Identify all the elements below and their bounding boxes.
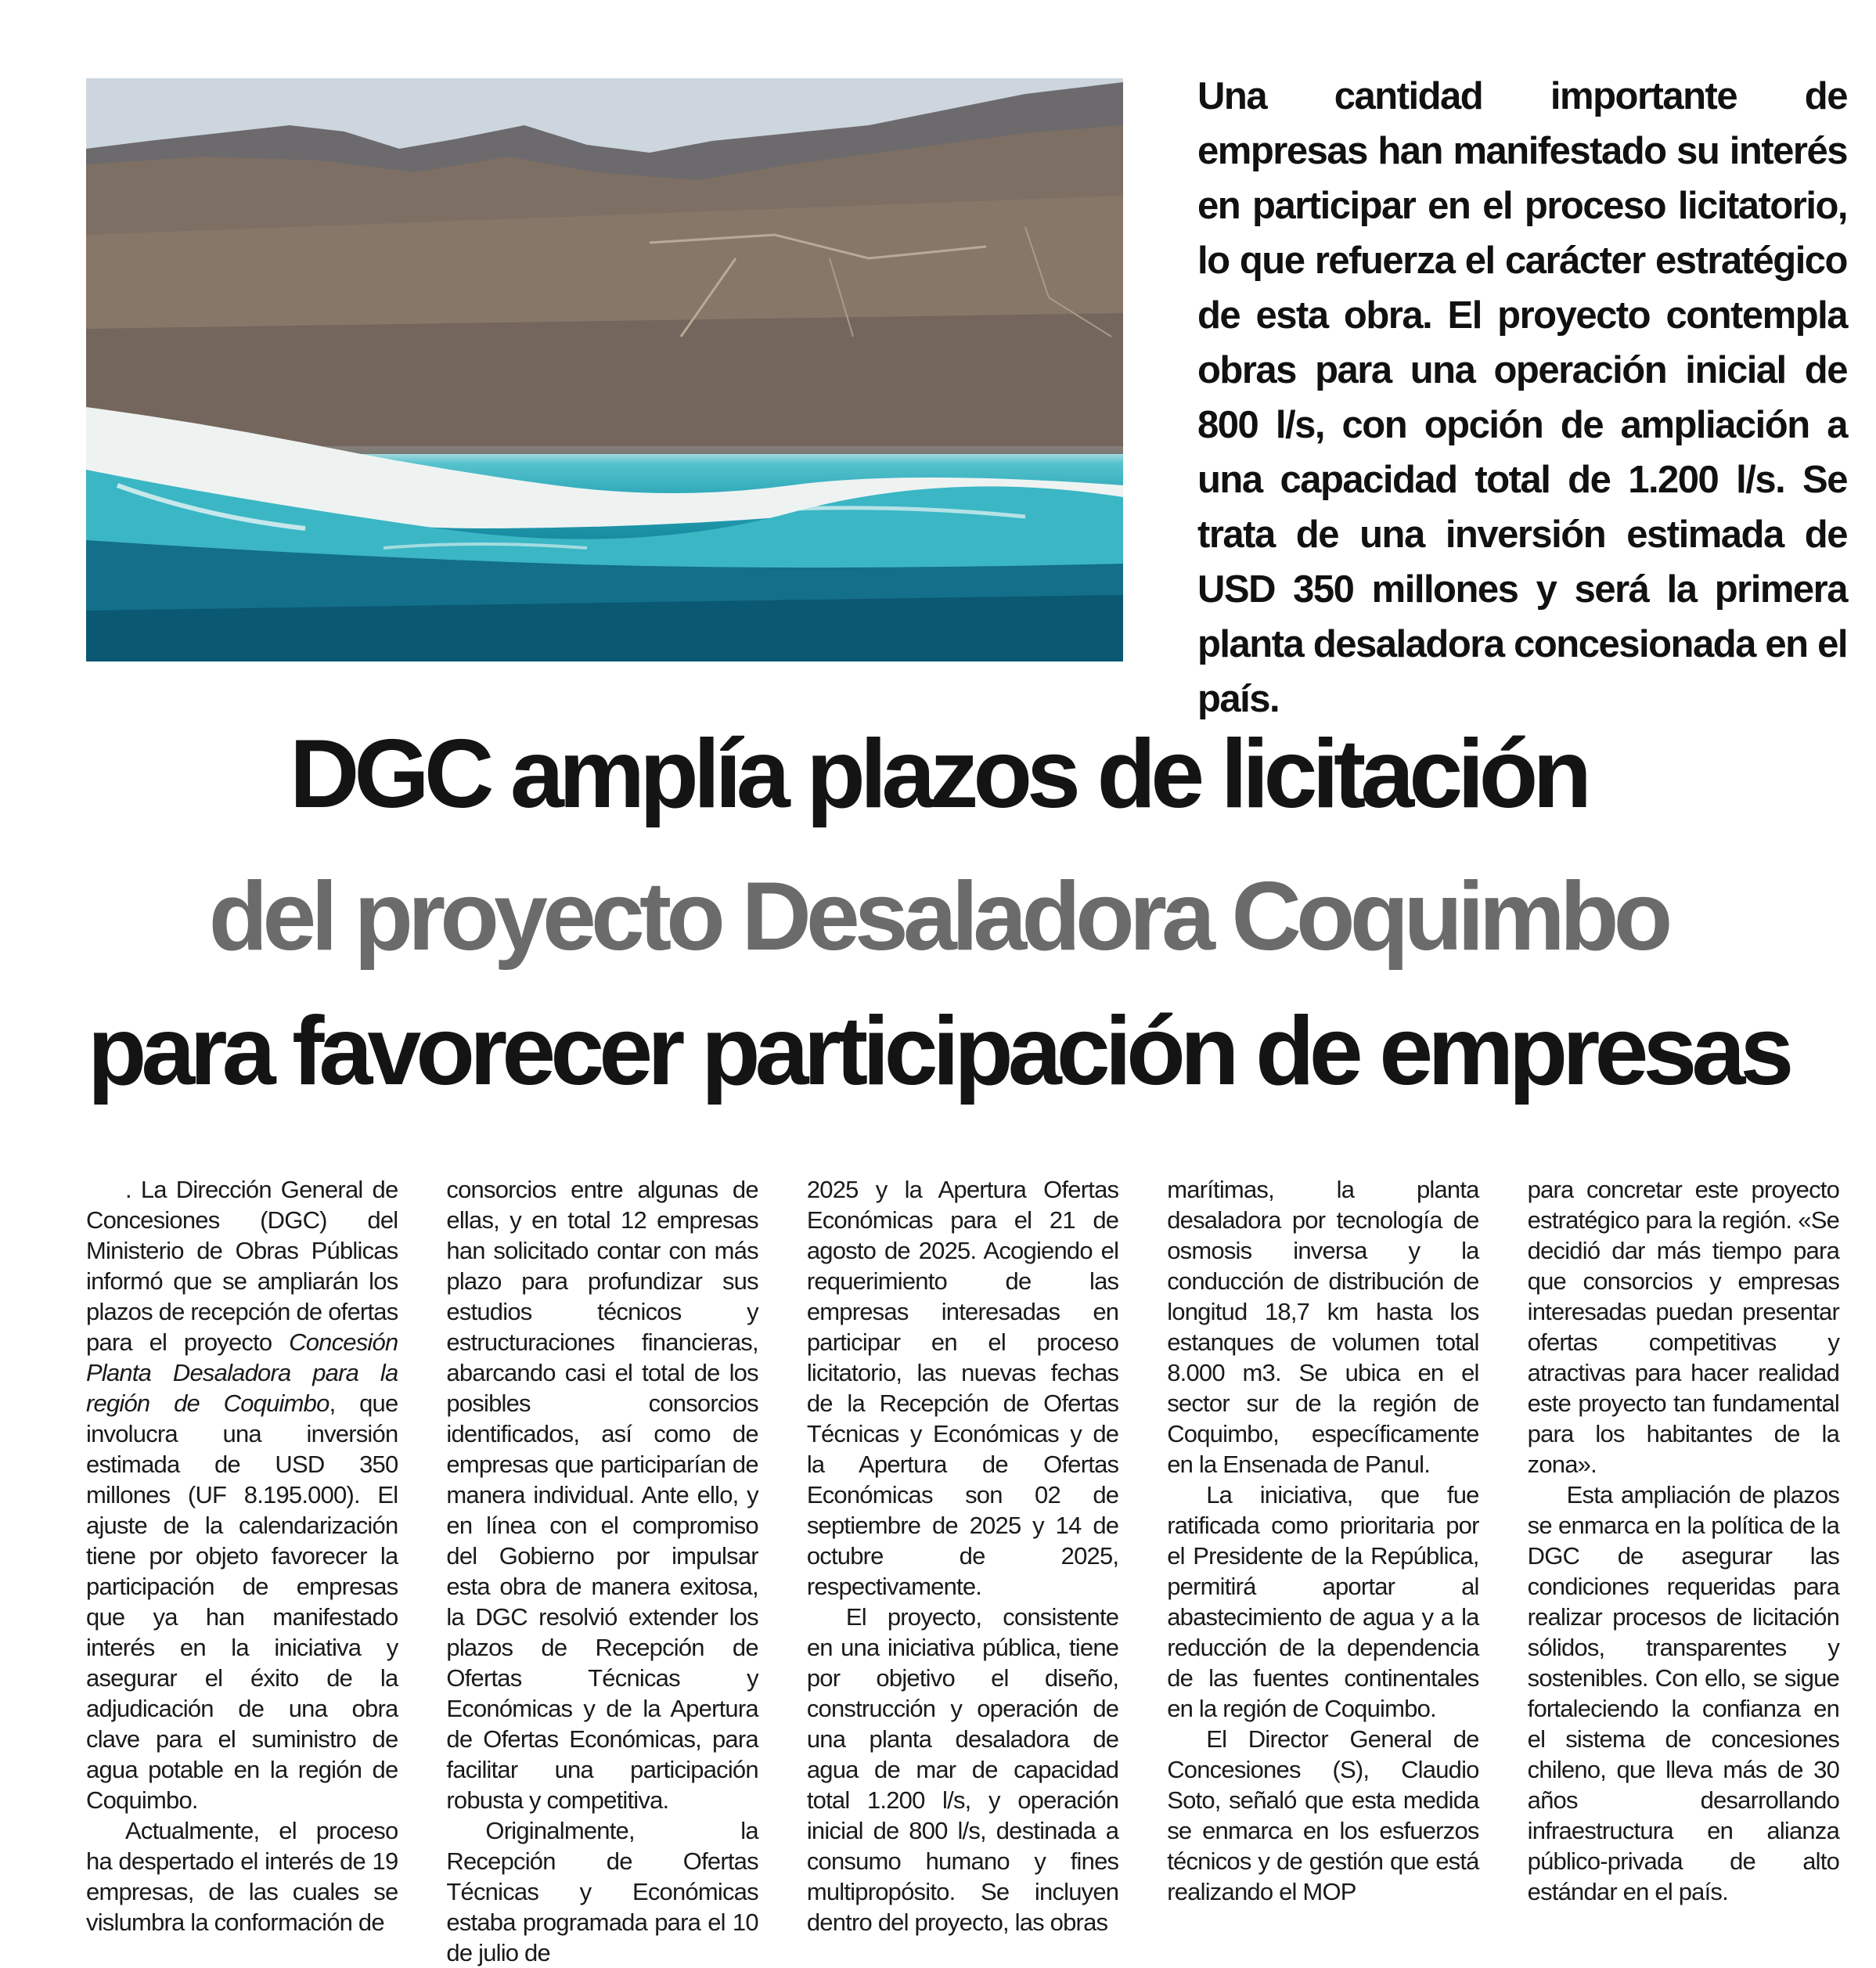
paragraph: para concretar este proyecto estratégico para la región. «Se decidió dar más tiempo para que consorcios y empresas interesadas puedan presentar ofertas competitivas y atractivas para hacer realidad este proyecto tan fundamental para los habitantes de la zona». xyxy=(1527,1176,1840,1478)
article-column-5 xyxy=(1528,1174,1839,1926)
article-column-3 xyxy=(806,1174,1119,1936)
paragraph: marítimas, la planta desaladora por tecnología de osmosis inversa y la conducción de distribución de longitud 18,7 km hasta los estanques de volumen total 8.000 m3. Se ubica en el sector sur de la región de Coquimbo, específicamente en la Ensenada de Panul. xyxy=(1167,1176,1479,1478)
article-body xyxy=(86,1174,1840,1966)
article-column-2 xyxy=(446,1174,758,1966)
headline-line-3: para favorecer participación de empresas xyxy=(87,997,1789,1105)
paragraph: consorcios entre algunas de ellas, y en total 12 empresas han solicitado contar con más plazo para profundizar sus estudios técnicos y estructuraciones financieras, abarcando casi el total de los posibles consorcios identificados, así como de empresas que participarían de manera individual. Ante ello, y en línea con el compromiso del Gobierno por impulsar esta obra de manera exitosa, la DGC resolvió extender los plazos de Recepción de Ofertas Técnicas y Económicas y de la Apertura de Ofertas Económicas, para facilitar una participación robusta y competitiva. xyxy=(446,1176,758,1814)
paragraph: El proyecto, consistente en una iniciativa pública, tiene por objetivo el diseño, construcción y operación de una planta desaladora de agua de mar de capacidad total 1.200 l/s, y operación inicial de 800 l/s, destinada a consumo humano y fines multipropósito. Se incluyen dentro del proyecto, las obras xyxy=(806,1603,1119,1936)
article-column-4 xyxy=(1167,1174,1478,1926)
paragraph: El Director General de Concesiones (S), Claudio Soto, señaló que esta medida se enmarca en los esfuerzos técnicos y de gestión que está realizando el MOP xyxy=(1167,1725,1479,1905)
paragraph: Esta ampliación de plazos se enmarca en la política de la DGC de asegurar las condiciones requeridas para realizar procesos de licitación sólidos, transparentes y sostenibles. Con ello, se sigue fortaleciendo la confianza en el sistema de concesiones chileno, que lleva más de 30 años desarrollando infraestructura en alianza público-privada de alto estándar en el país. xyxy=(1527,1481,1840,1905)
project-name-italic: Concesión Planta Desaladora para la región de Coquimbo xyxy=(86,1328,398,1417)
paragraph: La iniciativa, que fue ratificada como prioritaria por el Presidente de la República, permitirá aportar al abastecimiento de agua y a la reducción de la dependencia de las fuentes continentales en la región de Coquimbo. xyxy=(1167,1481,1479,1722)
pull-quote: Una cantidad importante de empresas han manifestado su interés en participar en el proceso licitatorio, lo que refuerza el carácter estratégico de esta obra. El proyecto contempla obras para una operación inicial de 800 l/s, con opción de ampliación a una capacidad total de 1.200 l/s. Se trata de una inversión estimada de USD 350 millones y será la primera planta desaladora concesionada en el país. xyxy=(1197,75,1847,720)
coastline-aerial-photo xyxy=(86,78,1123,661)
article-column-1 xyxy=(86,1174,398,1936)
paragraph: Actualmente, el proceso ha despertado el interés de 19 empresas, de las cuales se vislumbra la conformación de xyxy=(86,1817,398,1936)
coastline-illustration xyxy=(86,78,1123,661)
text-run: , que involucra una inversión estimada de USD 350 millones (UF 8.195.000). El ajuste de la calendarización tiene por objeto favorecer la participación de empresas que ya han manifestado interés en la iniciativa y asegurar el éxito de la adjudicación de una obra clave para el suministro de agua potable en la región de Coquimbo. xyxy=(86,1389,398,1814)
paragraph: Originalmente, la Recepción de Ofertas Técnicas y Económicas estaba programada para el 10 de julio de xyxy=(446,1817,758,1966)
paragraph: 2025 y la Apertura Ofertas Económicas para el 21 de agosto de 2025. Acogiendo el requerimiento de las empresas interesadas en participar en el proceso licitatorio, las nuevas fechas de la Recepción de Ofertas Técnicas y Económicas y de la Apertura de Ofertas Económicas son 02 de septiembre de 2025 y 14 de octubre de 2025, respectivamente. xyxy=(806,1176,1119,1600)
text-run: . La Dirección General de Concesiones (DGC) del Ministerio de Obras Públicas informó que se ampliarán los plazos de recepción de ofertas para el proyecto xyxy=(86,1176,398,1356)
paragraph xyxy=(86,1174,398,1815)
headline-line-1: DGC amplía plazos de licitación xyxy=(289,720,1587,828)
headline-line-2: del proyecto Desaladora Coquimbo xyxy=(208,863,1668,971)
